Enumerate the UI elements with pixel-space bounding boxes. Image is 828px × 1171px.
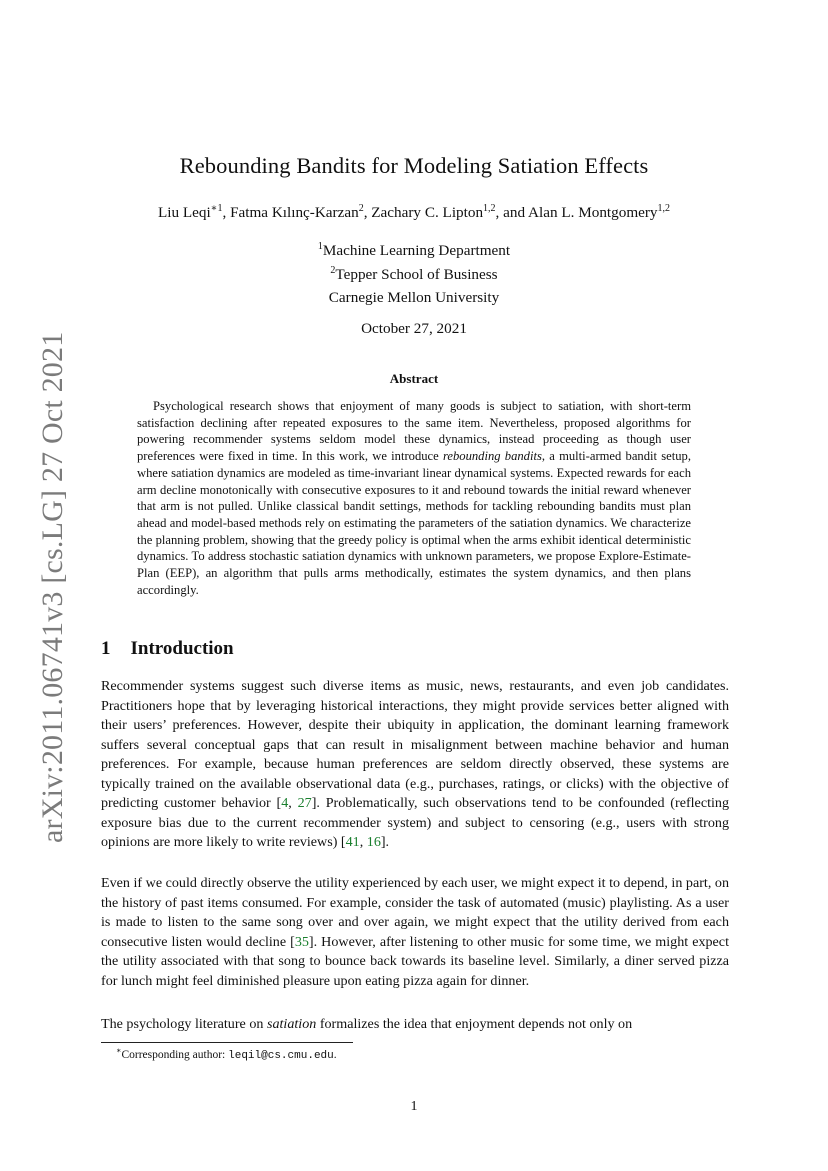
affiliation-line — [0, 237, 828, 261]
arxiv-stamp-text: arXiv:2011.06741v3 [cs.LG] 27 Oct 2021 — [36, 331, 69, 843]
author-mark: ∗1 — [210, 203, 223, 214]
author-name: Zachary C. Lipton — [371, 204, 484, 222]
page-number: 1 — [410, 1099, 418, 1114]
author-separator: , — [363, 204, 372, 222]
footnote-email[interactable]: leqil@cs.cmu.edu — [228, 1049, 334, 1062]
citation-link[interactable]: 27 — [297, 795, 312, 811]
author-mark: 2 — [358, 203, 364, 214]
paragraph-emphasis: satiation — [266, 1016, 317, 1032]
paragraph-text: formalizes the idea that enjoyment depends not only on — [316, 1016, 633, 1032]
affiliation-mark: 1 — [317, 241, 323, 252]
abstract-text: , a multi-armed bandit setup, where satiation dynamics are modeled as time-invariant linear dynamical systems. Expected rewards for each arm decline monotonically with consecutive exposures to it and rebound towards the initial reward whenever that arm is not pulled. Unlike classical bandit settings, methods for tackling rebounding bandits must plan ahead and model-based methods rely on estimating the parameters of the satiation dynamics. We characterize the planning problem, showing that the greedy policy is optimal when the arms exhibit identical deterministic dynamics. To address stochastic satiation dynamics with unknown parameters, we propose Explore-Estimate-Plan (EEP), an algorithm that pulls arms methodically, estimates the system dynamics, and then plans accordingly. — [137, 449, 691, 597]
citation-separator: , — [288, 795, 298, 811]
paragraph-text: ]. Problematically, such observations tend to be confounded (reflecting exposure bias due to the current recommender system) and subject to censoring (e.g., users with strong opinions are more likely to write reviews) [ — [101, 795, 729, 850]
affiliation-line — [0, 261, 828, 285]
paragraph-text: The psychology literature on — [101, 1016, 267, 1032]
author-name: Alan L. Montgomery — [528, 204, 658, 222]
footnote-text: Corresponding author: — [121, 1048, 229, 1061]
affiliations — [0, 237, 828, 308]
paragraph-text: ]. — [380, 834, 390, 850]
paragraph-text: Even if we could directly observe the utility experienced by each user, we might expect it to depend, in part, on the history of past items consumed. For example, consider the task of automated (music) playlisting. As a user is made to listen to the same song over and over again, we might expect that the utility derived from each consecutive listen would decline [ — [101, 875, 729, 950]
footnote-mark: ∗ — [116, 1046, 122, 1055]
affiliation-text: Machine Learning Department — [322, 242, 511, 260]
abstract-emphasis: rebounding bandits — [442, 449, 542, 464]
author-list — [0, 203, 828, 222]
affiliation-mark: 2 — [330, 264, 336, 276]
paper-title: Rebounding Bandits for Modeling Satiation Effects — [179, 153, 649, 178]
author-name: Liu Leqi — [157, 204, 211, 222]
author-separator: , and — [495, 204, 529, 222]
citation-link[interactable]: 41 — [345, 834, 360, 850]
abstract-heading: Abstract — [389, 371, 439, 386]
section-heading — [101, 638, 234, 660]
affiliation-text: Carnegie Mellon University — [328, 289, 500, 307]
abstract-text: Psychological research shows that enjoyment of many goods is subject to satiation, with short-term satisfaction declining after repeated exposures to the same item. Nevertheless, proposed algorithms for powering recommender systems seldom model these dynamics, instead proceeding as though user preferences were fixed in time. In this work, we introduce — [137, 399, 691, 464]
section-title: Introduction — [130, 638, 234, 659]
affiliation-line — [0, 284, 828, 308]
author-mark: 1,2 — [657, 203, 671, 214]
paragraph — [101, 677, 729, 853]
footnote-end: . — [333, 1048, 337, 1061]
paragraph — [101, 1015, 729, 1035]
paragraph — [101, 874, 729, 991]
abstract-body — [137, 398, 691, 598]
citation-link[interactable]: 35 — [294, 933, 309, 950]
citation-separator: , — [359, 834, 367, 850]
paragraph-text: Recommender systems suggest such diverse items as music, news, restaurants, and even job candidates. Practitioners hope that by leveraging historical interactions, they might provide services better aligned with their users’ preferences. However, despite their ubiquity in application, the dominant learning framework suffers several conceptual gaps that can result in misalignment between machine behavior and human preferences. For example, because human preferences are seldom directly observed, these systems are typically trained on the available observational data (e.g., purchases, ratings, or clicks) with the objective of predicting customer behavior [ — [101, 678, 729, 811]
section-number: 1 — [101, 638, 111, 659]
author-mark: 1,2 — [483, 203, 496, 214]
citation-link[interactable]: 16 — [366, 834, 381, 850]
author-name: Fatma Kılınç-Karzan — [230, 204, 359, 222]
citation-link[interactable]: 4 — [281, 795, 289, 811]
footnote-rule — [101, 1042, 353, 1043]
paragraph-text: ]. However, after listening to other music for some time, we might expect the utility associated with that song to bounce back towards its baseline level. Similarly, a diner served pizza for lunch might feel diminished pleasure upon eating pizza again for dinner. — [101, 933, 729, 989]
footnote — [116, 1046, 337, 1062]
paper-date: October 27, 2021 — [361, 320, 467, 337]
author-separator: , — [222, 204, 231, 222]
affiliation-text: Tepper School of Business — [335, 265, 498, 283]
